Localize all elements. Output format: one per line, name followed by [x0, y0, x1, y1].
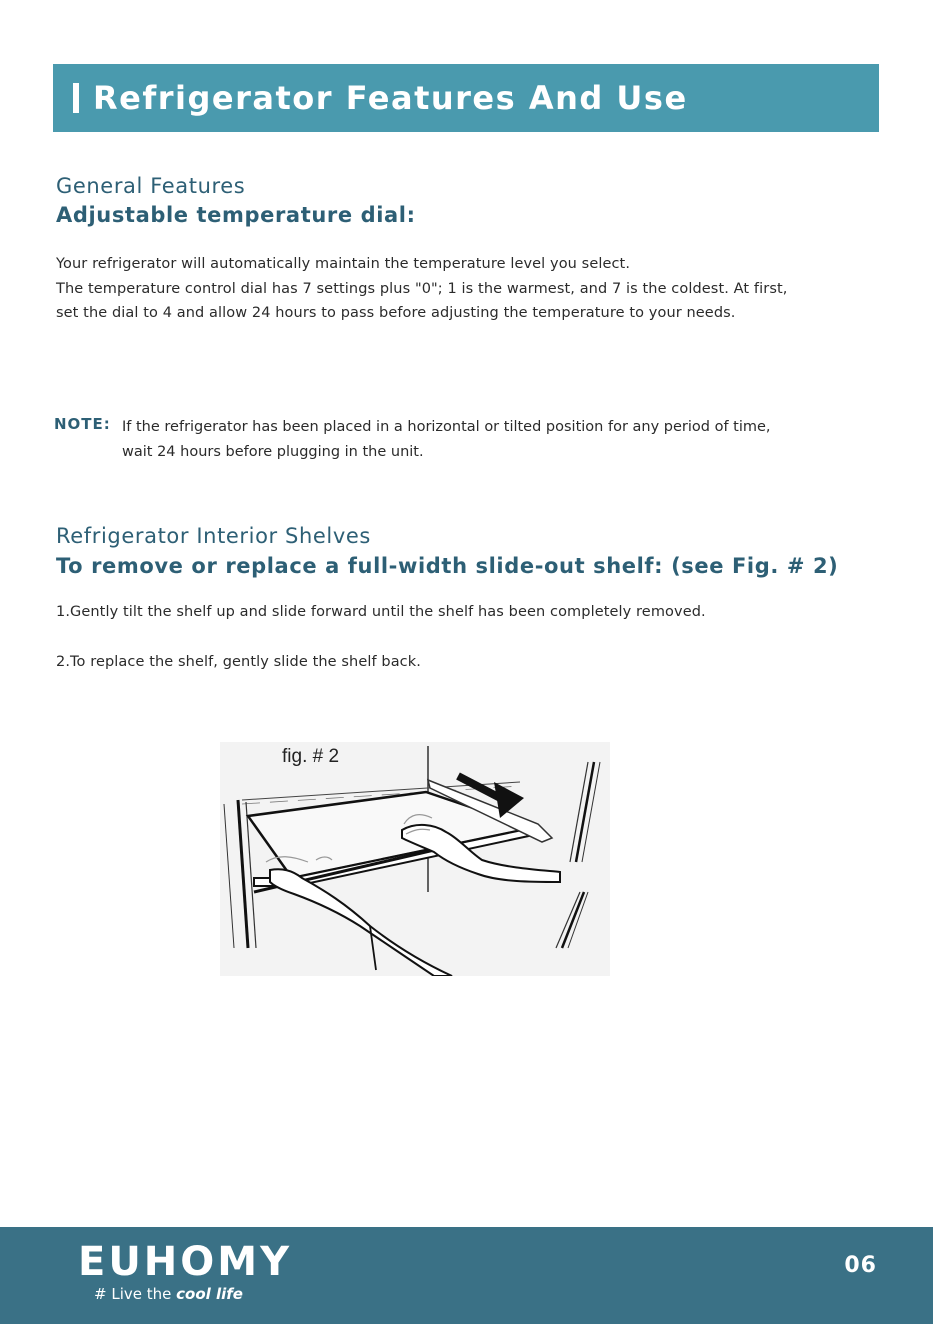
general-features-heading: General Features: [56, 174, 246, 198]
page-number: 06: [844, 1253, 877, 1278]
step-1: 1.Gently tilt the shelf up and slide forward until the shelf has been completely removed.: [56, 604, 706, 620]
note-line: If the refrigerator has been placed in a horizontal or tilted position for any period of time,: [122, 419, 771, 435]
tagline-prefix: # Live the: [94, 1285, 177, 1303]
interior-shelves-heading: Refrigerator Interior Shelves: [56, 524, 371, 548]
paragraph-line: Your refrigerator will automatically maintain the temperature level you select.: [56, 256, 631, 272]
step-2: 2.To replace the shelf, gently slide the shelf back.: [56, 654, 421, 670]
temperature-dial-heading: Adjustable temperature dial:: [56, 203, 416, 227]
title-accent-mark: [73, 83, 79, 113]
shelf-illustration: [220, 742, 610, 976]
note-line: wait 24 hours before plugging in the unit.: [122, 443, 424, 460]
note-label: NOTE:: [54, 415, 111, 433]
figure-caption: fig. # 2: [282, 746, 340, 767]
paragraph-line: set the dial to 4 and allow 24 hours to pass before adjusting the temperature to your needs.: [56, 305, 736, 321]
paragraph-line: The temperature control dial has 7 settings plus "0"; 1 is the warmest, and 7 is the coldest. At first,: [56, 280, 788, 297]
footer-bar: [0, 1227, 933, 1324]
brand-tagline: [94, 1285, 243, 1303]
shelf-removal-figure: [220, 742, 610, 976]
note-text: [122, 415, 771, 464]
slide-out-shelf-heading: To remove or replace a full-width slide-out shelf: (see Fig. # 2): [56, 554, 839, 578]
tagline-emphasis: cool life: [176, 1285, 243, 1303]
brand-logo: EUHOMY: [78, 1239, 293, 1285]
section-title-bar: [53, 64, 879, 132]
page-title: Refrigerator Features And Use: [93, 79, 688, 117]
temperature-dial-paragraph: [56, 252, 787, 326]
